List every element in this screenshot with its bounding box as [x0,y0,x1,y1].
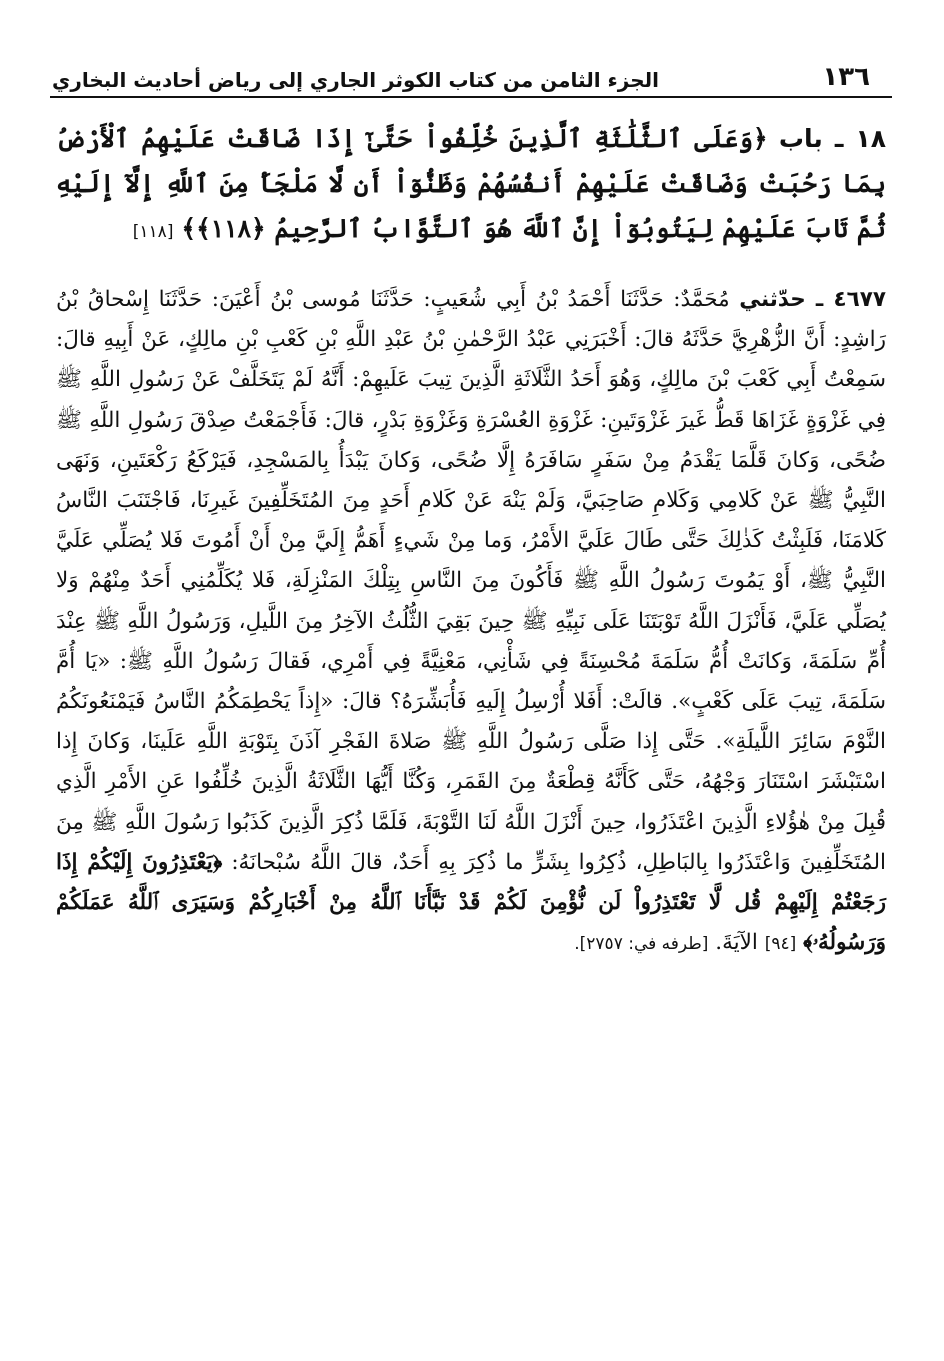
running-title: الجزء الثامن من كتاب الكوثر الجاري إلى رياض أحاديث البخاري [52,68,659,92]
page-number: ١٣٦ [822,62,870,92]
cross-reference: [طرفه في: ٢٧٥٧]. [574,934,709,955]
hadith-text: مُحَمَّدٌ: حَدَّثَنَا أَحْمَدُ بْنُ أَبِي شُعَيبٍ: حَدَّثَنَا مُوسى بْنُ أَعْيَنَ: حَدَّثَنَا إِسْحاقُ بْنُ رَاشِدٍ: أَنَّ الزُّهْرِيَّ حَدَّثَهُ قالَ: أَخْبَرَنِي عَبْدُ الرَّحْمٰنِ بْنُ عَبْدِ اللَّهِ بْنِ كَعْبِ بْنِ مالِكٍ، عَنْ أَبِيهِ قالَ: سَمِعْتُ أَبِي كَعْبَ بْنَ مالِكٍ، وَهُوَ أَحَدُ الثَّلَاثَةِ الَّذِينَ تِيبَ عَلَيهِمْ: أَنَّهُ لَمْ يَتَخَلَّفْ عَنْ رَسُولِ اللَّهِ ﷺ فِي غَزْوَةٍ غَزَاهَا قَطُّ غَيرَ غَزْوَتَينِ: غَزْوَةِ العُسْرَةِ وَغَزْوَةِ بَدْرٍ، قالَ: فَأَجْمَعْتُ صِدْقَ رَسُولِ اللَّهِ ﷺ ضُحًى، وَكانَ قَلَّمَا يَقْدَمُ مِنْ سَفَرٍ سَافَرَهُ إِلَّا ضُحًى، وَكانَ يَبْدَأُ بِالمَسْجِدِ، فَيَرْكَعُ رَكْعَتَينِ، وَنَهَى النَّبِيُّ ﷺ عَنْ كَلامِي وَكَلامِ صَاحِبَيَّ، وَلَمْ يَنْهَ عَنْ كَلامِ أَحَدٍ مِنَ المُتَخَلِّفِينَ غَيرِنَا، فَاجْتَنَبَ النَّاسُ كَلامَنَا، فَلَبِثْتُ كَذٰلِكَ حَتَّى طَالَ عَلَيَّ الأَمْرُ، وَما مِنْ شَيءٍ أَهَمُّ إِلَيَّ مِنْ أَنْ أَمُوتَ فَلا يُصَلِّي عَلَيَّ النَّبِيُّ ﷺ، أَوْ يَمُوتَ رَسُولُ اللَّهِ ﷺ فَأَكُونَ مِنَ النَّاسِ بِتِلْكَ المَنْزِلَةِ، فَلا يُكَلِّمُنِي أَحَدٌ مِنْهُمْ وَلا يُصَلِّي عَلَيَّ، فَأَنْزَلَ اللَّهُ تَوْبَتَنَا عَلَى نَبِيِّهِ ﷺ حِينَ بَقِيَ الثُّلُثُ الآخِرُ مِنَ اللَّيلِ، وَرَسُولُ اللَّهِ ﷺ عِنْدَ أُمِّ سَلَمَةَ، وَكانَتْ أُمُّ سَلَمَةَ مُحْسِنَةً فِي شَأْنِي، مَعْنِيَّةً فِي أَمْرِي، فَقالَ رَسُولُ اللَّهِ ﷺ: «يَا أُمَّ سَلَمَةَ، تِيبَ عَلَى كَعْبٍ». قالَتْ: أَفَلا أُرْسِلُ إِلَيهِ فَأُبَشِّرَهُ؟ قالَ: «إِذاً يَحْطِمَكُمُ النَّاسُ فَيَمْنَعُونَكُمُ النَّوْمَ سَائِرَ اللَّيلَةِ». حَتَّى إِذا صَلَّى رَسُولُ اللَّهِ ﷺ صَلاةَ الفَجْرِ آذَنَ بِتَوْبَةِ اللَّهِ عَلَينَا، وَكانَ إِذا اسْتَبْشَرَ اسْتَنَارَ وَجْهُهُ، حَتَّى كَأَنَّهُ قِطْعَةٌ مِنَ القَمَرِ، وَكُنَّا أَيُّهَا الثَّلَاثَةُ الَّذِينَ خُلِّفُوا عَنِ الأَمْرِ الَّذِي قُبِلَ مِنْ هٰؤُلاءِ الَّذِينَ اعْتَذَرُوا، حِينَ أَنْزَلَ اللَّهُ لَنَا التَّوْبَةَ، فَلَمَّا ذُكِرَ الَّذِينَ كَذَبُوا رَسُولَ اللَّهِ ﷺ مِنَ المُتَخَلِّفِينَ وَاعْتَذَرُوا بِالبَاطِلِ، ذُكِرُوا بِشَرٍّ ما ذُكِرَ بِهِ أَحَدٌ، قالَ اللَّهُ سُبْحانَهُ: [56,287,887,875]
header-divider [50,96,892,98]
chapter-label: ١٨ ـ باب [778,124,886,153]
chapter-verse: ﴿وَعَلَى ٱلثَّلَٰثَةِ ٱلَّذِينَ خُلِّفُواْ حَتَّىٰٓ إِذَا ضَاقَتْ عَلَيْهِمُ ٱلْأَرْضُ بِمَا رَحُبَتْ وَضَاقَتْ عَلَيْهِمْ أَنفُسُهُمْ وَظَنُّوٓاْ أَن لَّا مَلْجَأَ مِنَ ٱللَّهِ إِلَّآ إِلَيْهِ ثُمَّ تَابَ عَلَيْهِمْ لِيَتُوبُوٓاْ إِنَّ ٱللَّهَ هُوَ ٱلتَّوَّابُ ٱلرَّحِيمُ ﴿١١٨﴾﴾ [56,124,886,243]
chapter-heading [50,116,892,255]
quran-reference: [٩٤] [764,934,797,955]
hadith-ending: الآيَةَ. [715,930,758,956]
page-header [50,52,892,92]
verse-reference: [١١٨] [132,222,174,242]
hadith-paragraph [50,280,892,964]
hadith-number: ٤٦٧٧ ـ حدّثني [739,287,886,312]
book-page [50,52,892,1312]
quran-quote: ﴿يَعْتَذِرُونَ إِلَيْكُمْ إِذَا رَجَعْتُمْ إِلَيْهِمْ قُل لَّا تَعْتَذِرُواْ لَن نُّؤْمِنَ لَكُمْ قَدْ نَبَّأَنَا ٱللَّهُ مِنْ أَخْبَارِكُمْ وَسَيَرَى ٱللَّهُ عَمَلَكُمْ وَرَسُولُهُۥ﴾ [56,849,886,956]
